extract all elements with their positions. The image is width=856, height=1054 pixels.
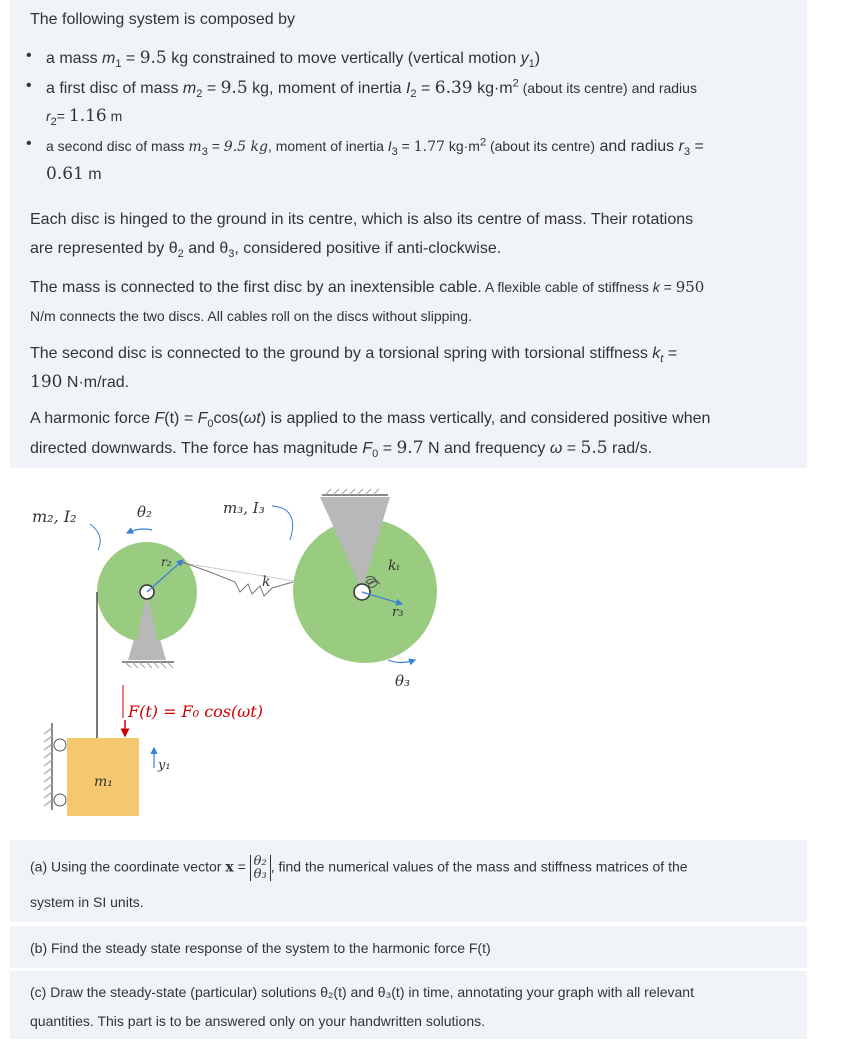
kt-eq: =: [663, 345, 678, 362]
F0-sub: 0: [207, 418, 214, 431]
I3-var: I: [387, 138, 392, 154]
spring-k-cable: [182, 563, 295, 581]
I3-unit-sup: 2: [479, 136, 487, 149]
bullet-2-text-b: kg, moment of inertia: [247, 80, 406, 97]
label-r2: r₂: [161, 555, 172, 569]
cable-text-b: A flexible cable of stiffness: [481, 279, 653, 295]
m3-var: m: [188, 139, 202, 155]
problem-statement-panel: [10, 0, 807, 468]
force-paragraph-line-1: [30, 409, 710, 429]
force-text-e: N and frequency: [423, 440, 550, 457]
matrix-theta3: θ₃: [253, 867, 267, 882]
bullet-1: [46, 48, 540, 69]
hinge-text-a: are represented by: [30, 240, 169, 257]
m3-leader: [272, 506, 293, 540]
I3-sub: 3: [391, 145, 398, 158]
r3-var: r: [678, 138, 684, 155]
force-text-b: (t) =: [164, 410, 198, 427]
spring-k: [182, 562, 293, 596]
m1-sub: 1: [115, 58, 122, 71]
F-var: F: [154, 410, 165, 427]
r3-value: 0.61: [46, 164, 84, 184]
r3-eq: =: [690, 138, 704, 155]
question-b-text: (b) Find the steady state response of the system to the harmonic force F(t): [30, 940, 491, 956]
bullet-2-dot: •: [26, 77, 32, 94]
torsion-paragraph-line-1: [30, 344, 677, 364]
r3-unit: m: [83, 166, 102, 183]
question-c-line-2: quantities. This part is to be answered only on your handwritten solutions.: [30, 1013, 485, 1029]
intro-text: The following system is composed by: [30, 11, 295, 28]
m2-sub: 2: [196, 88, 203, 101]
theta3-arrow: [388, 660, 415, 663]
bullet-3-line-1: [46, 136, 704, 157]
coordinate-vector-matrix: [250, 855, 271, 881]
question-a-line-1: [30, 855, 688, 881]
qa-text-a: (a) Using the coordinate vector: [30, 858, 226, 875]
torsion-text: The second disc is connected to the ground by a torsional spring with torsional stiffness: [30, 345, 653, 362]
bullet-2-line-1: [46, 78, 697, 99]
bullet-3-line-2: [46, 164, 102, 185]
F0-sub-2: 0: [372, 448, 379, 461]
matrix-theta2: θ₂: [253, 854, 267, 869]
F0-eq: =: [378, 440, 397, 457]
hinge-text-b: , considered positive if anti-clockwise.: [234, 240, 502, 257]
force-text-c: ) is applied to the mass vertically, and considered positive when: [260, 410, 711, 427]
qa-comma: ,: [270, 858, 275, 875]
bullet-3-text-b: , moment of inertia: [267, 138, 388, 154]
bullet-2-tail: (about its centre) and radius: [518, 80, 697, 96]
I2-unit: kg·m: [472, 80, 513, 97]
hinge-paragraph-line-1: Each disc is hinged to the ground in its centre, which is also its centre of mass. Their rotations: [30, 211, 694, 228]
force-text-d: directed downwards. The force has magnitude: [30, 440, 363, 457]
y1-sub: 1: [528, 58, 535, 71]
omega-unit: rad/s.: [607, 440, 653, 457]
bullet-1-text-a: a mass: [46, 50, 103, 67]
label-r3: r₃: [392, 605, 404, 620]
r2-var: r: [46, 108, 51, 124]
label-m2-I2: m₂, I₂: [32, 507, 77, 526]
bullet-2-text-a: a first disc of mass: [46, 80, 183, 97]
t-var: t: [256, 410, 261, 427]
theta2-var: θ: [168, 240, 178, 257]
question-c-line-1: (c) Draw the steady-state (particular) solutions θ₂(t) and θ₃(t) in time, annotating your graph with all relevant: [30, 984, 694, 1000]
m2-leader: [90, 524, 100, 550]
r2-value: 1.16: [68, 106, 107, 126]
qa-text-b: find the numerical values of the mass and stiffness matrices of the: [274, 858, 688, 875]
m2-eq: =: [202, 80, 221, 97]
theta3-sub: 3: [228, 248, 235, 261]
omega-eq: =: [562, 440, 581, 457]
m2-value: 9.5: [220, 78, 248, 98]
F0-var-2: F: [362, 440, 373, 457]
m1-var: m: [102, 50, 116, 67]
r2-unit: m: [106, 108, 123, 124]
I2-value: 6.39: [434, 78, 473, 98]
label-m3-I3: m₃, I₃: [223, 499, 265, 517]
bullet-3-dot: •: [26, 135, 32, 152]
r3-sub: 3: [683, 145, 691, 158]
question-c-panel: [10, 971, 807, 1039]
vector-x: x: [225, 859, 234, 876]
bullet-1-dot: •: [26, 47, 32, 64]
r2-eq: =: [56, 108, 69, 124]
bullet-1-close: ): [534, 50, 541, 67]
bullet-3-text-a: a second disc of mass: [46, 138, 189, 154]
label-theta3: θ₃: [395, 672, 411, 690]
qa-eq: =: [233, 858, 250, 875]
I3-unit: kg·m: [444, 138, 480, 154]
k-var: k: [652, 279, 660, 295]
theta2-arrow: [127, 529, 152, 533]
m3-eq: =: [207, 138, 224, 154]
omega-var: ω: [243, 410, 257, 427]
theta2-sub: 2: [177, 248, 184, 261]
I2-sub: 2: [410, 88, 417, 101]
force-text-a: A harmonic force: [30, 410, 155, 427]
y1-var: y: [520, 50, 529, 67]
cable-paragraph-line-1: [30, 277, 704, 298]
system-diagram: [10, 470, 468, 840]
F0-value: 9.7: [396, 438, 424, 458]
r2-sub: 2: [50, 115, 57, 128]
cos-text: cos(: [213, 410, 244, 427]
m1-value: 9.5: [139, 48, 167, 68]
hinge-and: and: [183, 240, 220, 257]
m1-eq: =: [121, 50, 140, 67]
question-a-panel: [10, 840, 807, 922]
force-paragraph-line-2: [30, 438, 652, 459]
m3-value: 9.5 kg: [223, 139, 268, 155]
label-k: k: [262, 574, 271, 590]
I2-unit-sup: 2: [512, 77, 519, 90]
bullet-1-text-b: kg constrained to move vertically (vertical motion: [166, 50, 521, 67]
label-kt: kₜ: [388, 558, 400, 574]
bullet-3-tail-2: and radius: [595, 138, 679, 155]
k-eq: =: [659, 279, 676, 295]
disc-3-support: [322, 489, 388, 495]
m3-sub: 3: [201, 145, 208, 158]
kt-value: 190: [30, 372, 63, 392]
I2-eq: =: [416, 80, 435, 97]
kt-unit: N·m/rad.: [62, 374, 130, 391]
I3-eq: =: [397, 138, 414, 154]
I3-value: 1.77: [413, 139, 445, 155]
hinge-paragraph-line-2: [30, 239, 501, 259]
kt-var: k: [652, 345, 661, 362]
question-a-line-2: system in SI units.: [30, 894, 144, 910]
label-theta2: θ₂: [137, 503, 153, 521]
I2-var: I: [405, 80, 411, 97]
omega-value: 5.5: [580, 438, 608, 458]
cable-text-a: The mass is connected to the first disc by an inextensible cable.: [30, 279, 482, 296]
question-b-panel: [10, 926, 807, 968]
system-diagram-svg: [10, 470, 468, 840]
label-y1: y₁: [158, 758, 171, 773]
bullet-2-line-2: [46, 106, 122, 126]
wall-with-rollers: [44, 723, 66, 810]
theta3-var: θ: [219, 240, 229, 257]
label-force: F(t) = F₀ cos(ωt): [128, 702, 263, 721]
bullet-3-tail: (about its centre): [486, 138, 595, 154]
label-m1: m₁: [94, 774, 113, 790]
omega-var-2: ω: [549, 440, 563, 457]
kt-sub: t: [660, 353, 664, 366]
m2-var: m: [182, 80, 197, 97]
F0-var: F: [197, 410, 208, 427]
cable-paragraph-line-2: N/m connects the two discs. All cables roll on the discs without slipping.: [30, 308, 472, 324]
torsion-paragraph-line-2: [30, 372, 129, 393]
k-value: 950: [675, 278, 705, 296]
